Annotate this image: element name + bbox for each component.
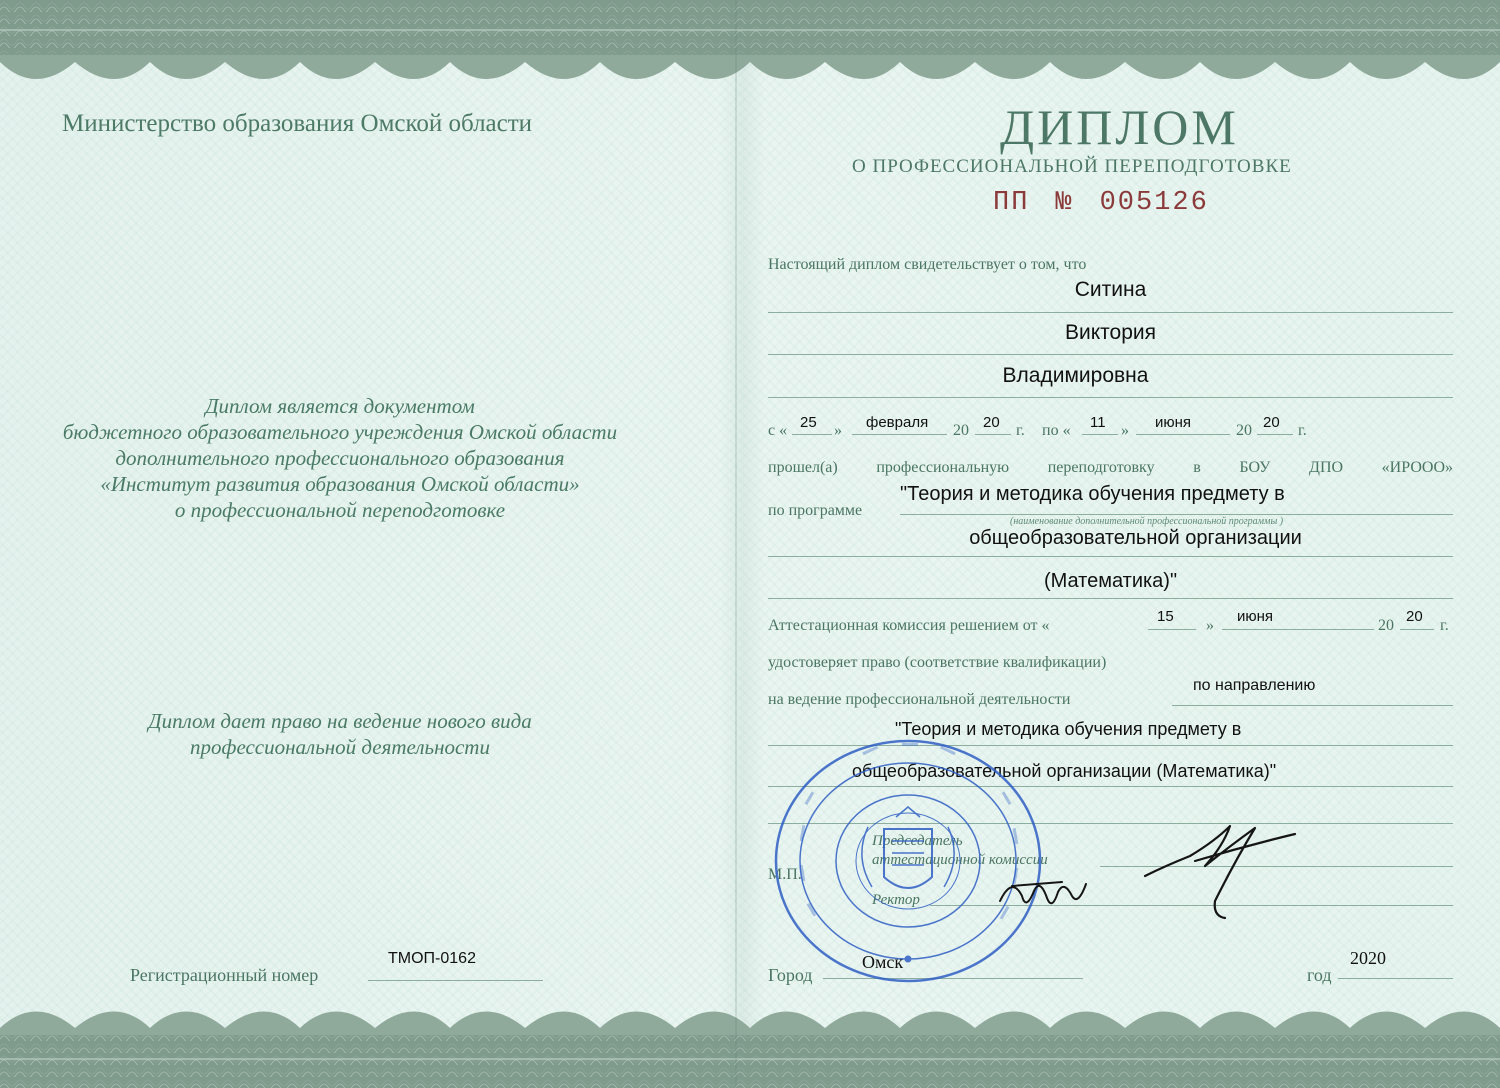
note-line: дополнительного профессионального образования xyxy=(115,446,565,470)
direction-line-2: общеобразовательной организации (Математика)" xyxy=(852,761,1277,781)
diploma-serial xyxy=(993,188,1209,218)
period-from-prefix: с « xyxy=(768,422,788,439)
program-underline-2 xyxy=(768,556,1453,557)
registration-number: ТМОП-0162 xyxy=(388,950,476,967)
year-label: год xyxy=(1307,965,1332,985)
commission-month-underline xyxy=(1222,629,1374,630)
official-stamp xyxy=(772,737,1044,985)
commission-close: » xyxy=(1206,617,1214,634)
commission-year: 20 xyxy=(1406,608,1423,625)
from-day-underline xyxy=(792,434,832,435)
top-ornament-band xyxy=(0,0,1500,100)
mp-label: М.П. xyxy=(768,866,802,883)
period-from-month: февраля xyxy=(866,414,929,431)
commission-year-underline xyxy=(1400,629,1434,630)
period-to-year: 20 xyxy=(1263,414,1280,431)
passed-text: прошел(а) профессиональную переподготовку в БОУ ДПО «ИРООО» xyxy=(768,459,1453,476)
period-year-prefix-2: 20 xyxy=(1236,422,1252,439)
diploma-rights-note xyxy=(20,708,660,760)
to-month-underline xyxy=(1136,434,1230,435)
rector-title: Ректор xyxy=(872,892,920,908)
commission-month: июня xyxy=(1237,608,1274,625)
surname-underline xyxy=(768,312,1453,313)
city-value: Омск xyxy=(862,952,904,972)
program-hint: (наименование дополнительной профессиональной программы ) xyxy=(1010,516,1284,527)
patronymic-underline xyxy=(768,397,1453,398)
number-sign: № xyxy=(1055,188,1074,218)
registration-label: Регистрационный номер xyxy=(130,965,319,985)
program-line-1: "Теория и методика обучения предмету в xyxy=(900,483,1285,505)
chair-title-1: Председатель xyxy=(872,833,963,849)
note-line: Диплом является документом xyxy=(205,394,475,418)
commission-g: г. xyxy=(1440,617,1449,634)
direction-label: по направлению xyxy=(1193,677,1316,694)
note-line: бюджетного образовательного учреждения Омской области xyxy=(62,420,618,444)
rights-line: профессиональной деятельности xyxy=(190,735,490,759)
direction-underline xyxy=(1172,705,1453,706)
period-from-year: 20 xyxy=(983,414,1000,431)
note-line: о профессиональной переподготовке xyxy=(174,498,506,522)
commission-day: 15 xyxy=(1157,608,1174,625)
commission-year-prefix: 20 xyxy=(1378,617,1394,634)
program-line-3: (Математика)" xyxy=(1043,570,1178,592)
chair-signature xyxy=(1135,806,1305,926)
direction-line-1: "Теория и методика обучения предмету в xyxy=(895,719,1242,739)
period-to-day: 11 xyxy=(1090,414,1106,431)
period-to-prefix: по « xyxy=(1042,422,1071,439)
to-day-underline xyxy=(1082,434,1118,435)
period-quote-2: » xyxy=(1121,422,1129,439)
note-line: «Институт развития образования Омской области» xyxy=(100,472,580,496)
commission-label: Аттестационная комиссия решением от « xyxy=(768,617,1050,634)
program-line-2: общеобразовательной организации xyxy=(969,527,1302,549)
diploma-issuer-note xyxy=(20,393,660,523)
serial-number: 005126 xyxy=(1099,188,1209,218)
from-month-underline xyxy=(852,434,947,435)
period-quote: » xyxy=(834,422,842,439)
certifies-text: Настоящий диплом свидетельствует о том, что xyxy=(768,256,1087,273)
rights-line: Диплом дает право на ведение нового вида xyxy=(148,709,532,733)
program-underline-1 xyxy=(900,514,1453,515)
registration-underline xyxy=(368,980,543,981)
series: ПП xyxy=(993,188,1030,218)
period-year-prefix: 20 xyxy=(953,422,969,439)
to-year-underline xyxy=(1257,434,1293,435)
first-name-underline xyxy=(768,354,1453,355)
page-fold xyxy=(735,0,737,1088)
rights-line-2: на ведение профессиональной деятельности xyxy=(768,691,1071,708)
city-label: Город xyxy=(768,965,813,985)
commission-day-underline xyxy=(1148,629,1196,630)
first-name: Виктория xyxy=(1064,321,1156,344)
chair-title-2: аттестационной комиссии xyxy=(872,852,1048,868)
period-g: г. xyxy=(1016,422,1025,439)
ministry-title: Министерство образования Омской области xyxy=(62,110,533,137)
period-to-month: июня xyxy=(1155,414,1192,431)
diploma-subtitle: О ПРОФЕССИОНАЛЬНОЙ ПЕРЕПОДГОТОВКЕ xyxy=(852,156,1292,177)
year-underline xyxy=(1338,978,1453,979)
period-from-day: 25 xyxy=(800,414,817,431)
from-year-underline xyxy=(975,434,1011,435)
patronymic: Владимировна xyxy=(1002,364,1149,387)
surname: Ситина xyxy=(1074,278,1147,301)
diploma-title: ДИПЛОМ xyxy=(1000,99,1239,155)
rector-signature xyxy=(992,866,1092,926)
rights-line-1: удостоверяет право (соответствие квалификации) xyxy=(768,654,1107,671)
period-g-2: г. xyxy=(1298,422,1307,439)
program-label: по программе xyxy=(768,502,863,519)
year-value: 2020 xyxy=(1350,948,1386,968)
program-underline-3 xyxy=(768,598,1453,599)
bottom-ornament-band xyxy=(0,993,1500,1088)
